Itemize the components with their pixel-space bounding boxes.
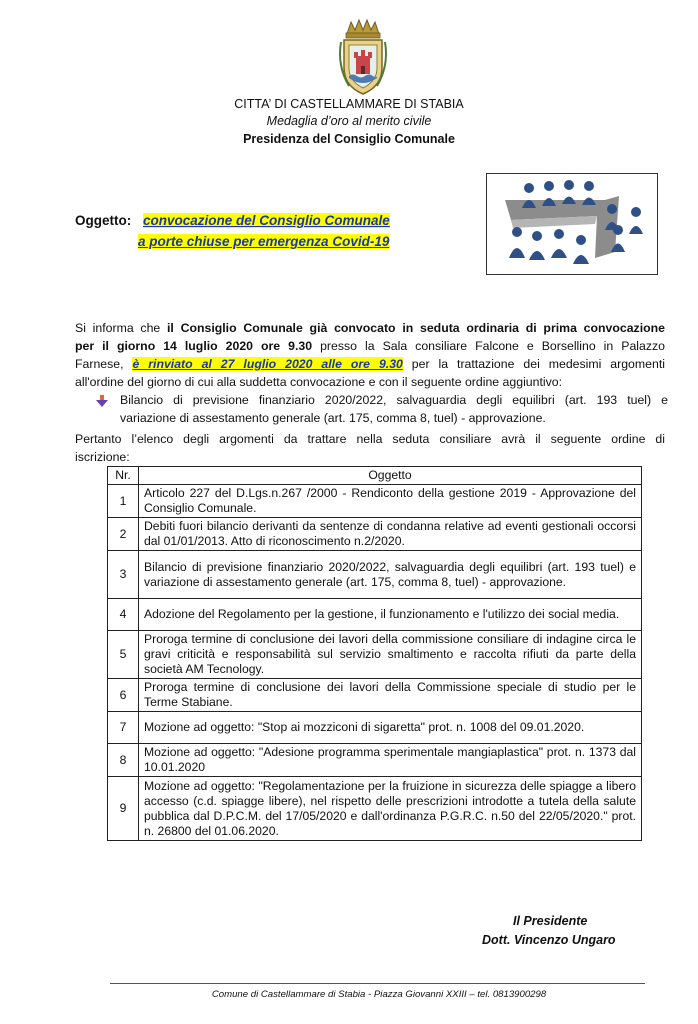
list-intro bbox=[75, 430, 665, 466]
row-number: 5 bbox=[108, 631, 139, 679]
table-row bbox=[108, 518, 642, 551]
row-number: 7 bbox=[108, 712, 139, 744]
additional-item-line-2: variazione di assestamento generale (art. 175, comma 8, tuel) - approvazione. bbox=[120, 411, 546, 425]
row-number: 1 bbox=[108, 485, 139, 518]
footer-divider bbox=[110, 983, 645, 984]
city-name: CITTA’ DI CASTELLAMMARE DI STABIA bbox=[234, 97, 464, 111]
city-crest-icon bbox=[335, 18, 391, 98]
body-line-2 bbox=[75, 337, 665, 355]
subject-label: Oggetto: bbox=[75, 213, 132, 228]
body-text: Si informa che bbox=[75, 321, 168, 335]
list-intro-line-2: iscrizione: bbox=[75, 450, 130, 464]
row-subject: Debiti fuori bilancio derivanti da sentenze di condanna relative ad eventi gestionali occorsi dal 01/01/2013. Atto di riconoscimento n.2/2020. bbox=[139, 518, 642, 551]
subject-line-1 bbox=[143, 212, 390, 229]
row-number: 6 bbox=[108, 679, 139, 712]
row-subject: Bilancio di previsione finanziario 2020/2022, salvaguardia degli equilibri (art. 193 tuel) e variazione di assestamento generale (art. 175, comma 8, tuel) - approvazione. bbox=[139, 551, 642, 599]
table-row bbox=[108, 777, 642, 841]
row-subject: Mozione ad oggetto: "Regolamentazione per la fruizione in sicurezza delle spiagge a libero accesso (c.d. spiagge libere), nel rispetto delle prescrizioni introdotte a tutela della salute pubblica dal D.P.C.M. del 17/05/2020 e dall'ordinanza P.G.R.C. n.50 del 22/05/2020." prot. n. 26800 del 01.06.2020. bbox=[139, 777, 642, 841]
body-text: per la trattazione dei medesimi argomenti bbox=[402, 357, 665, 371]
row-subject: Proroga termine di conclusione dei lavori della Commissione speciale di studio per le Terme Stabiane. bbox=[139, 679, 642, 712]
body-paragraph bbox=[75, 319, 665, 391]
body-line-4: all'ordine del giorno di cui alla suddetta convocazione e con il seguente ordine aggiuntivo: bbox=[75, 375, 563, 389]
agenda-table bbox=[107, 466, 642, 841]
row-number: 9 bbox=[108, 777, 139, 841]
table-header-row bbox=[108, 467, 642, 485]
meeting-illustration bbox=[486, 173, 658, 275]
table-row bbox=[108, 485, 642, 518]
body-line-1 bbox=[75, 319, 665, 337]
additional-item-text bbox=[120, 391, 668, 427]
body-bold: per il giorno 14 luglio 2020 ore 9.30 bbox=[75, 339, 313, 353]
bullet-arrow-icon bbox=[96, 395, 108, 407]
row-subject: Proroga termine di conclusione dei lavori della commissione consiliare di indagine circa le gravi criticità e responsabilità sul servizio smaltimento e raccolta rifiuti da parte della società AM Tecnology. bbox=[139, 631, 642, 679]
signature-name: Dott. Vincenzo Ungaro bbox=[482, 933, 616, 947]
column-header-subject: Oggetto bbox=[139, 467, 642, 485]
table-row bbox=[108, 599, 642, 631]
table-row bbox=[108, 551, 642, 599]
subject-line-2-text: a porte chiuse per emergenza Covid-19 bbox=[138, 234, 390, 249]
subject-line-2 bbox=[138, 233, 389, 250]
body-bold: in seduta ordinaria di prima convocazione bbox=[395, 321, 665, 335]
table-row bbox=[108, 679, 642, 712]
body-bold: il Consiglio Comunale già convocato bbox=[167, 321, 396, 335]
table-row bbox=[108, 631, 642, 679]
row-subject: Mozione ad oggetto: "Adesione programma sperimentale mangiaplastica" prot. n. 1373 dal 10.01.2020 bbox=[139, 744, 642, 777]
presidency-line: Presidenza del Consiglio Comunale bbox=[243, 132, 455, 146]
meeting-table-icon bbox=[487, 174, 657, 274]
postponed-date-highlight: è rinviato al 27 luglio 2020 alle ore 9.30 bbox=[132, 357, 403, 371]
row-subject: Articolo 227 del D.Lgs.n.267 /2000 - Rendiconto della gestione 2019 - Approvazione del Consiglio Comunale. bbox=[139, 485, 642, 518]
body-line-3 bbox=[75, 355, 665, 373]
body-text: Farnese, bbox=[75, 357, 133, 371]
footer-text: Comune di Castellammare di Stabia - Piazza Giovanni XXIII – tel. 0813900298 bbox=[211, 989, 547, 1000]
medal-line: Medaglia d’oro al merito civile bbox=[266, 114, 432, 128]
row-number: 4 bbox=[108, 599, 139, 631]
row-number: 2 bbox=[108, 518, 139, 551]
body-text: presso la Sala consiliare Falcone e Borsellino in Palazzo bbox=[312, 339, 665, 353]
table-row bbox=[108, 712, 642, 744]
row-number: 3 bbox=[108, 551, 139, 599]
subject-line-1-text: convocazione del Consiglio Comunale bbox=[143, 213, 390, 228]
signature-title: Il Presidente bbox=[513, 914, 588, 928]
row-subject: Adozione del Regolamento per la gestione, il funzionamento e l'utilizzo dei social media. bbox=[139, 599, 642, 631]
agenda-rows bbox=[108, 485, 642, 841]
list-intro-line-1: Pertanto l’elenco degli argomenti da trattare nella seduta consiliare avrà il seguente ordine di bbox=[75, 432, 665, 446]
column-header-nr: Nr. bbox=[108, 467, 139, 485]
row-subject: Mozione ad oggetto: "Stop ai mozziconi di sigaretta" prot. n. 1008 del 09.01.2020. bbox=[139, 712, 642, 744]
additional-item-line-1: Bilancio di previsione finanziario 2020/2022, salvaguardia degli equilibri (art. 193 tuel) e bbox=[120, 393, 668, 407]
table-row bbox=[108, 744, 642, 777]
row-number: 8 bbox=[108, 744, 139, 777]
